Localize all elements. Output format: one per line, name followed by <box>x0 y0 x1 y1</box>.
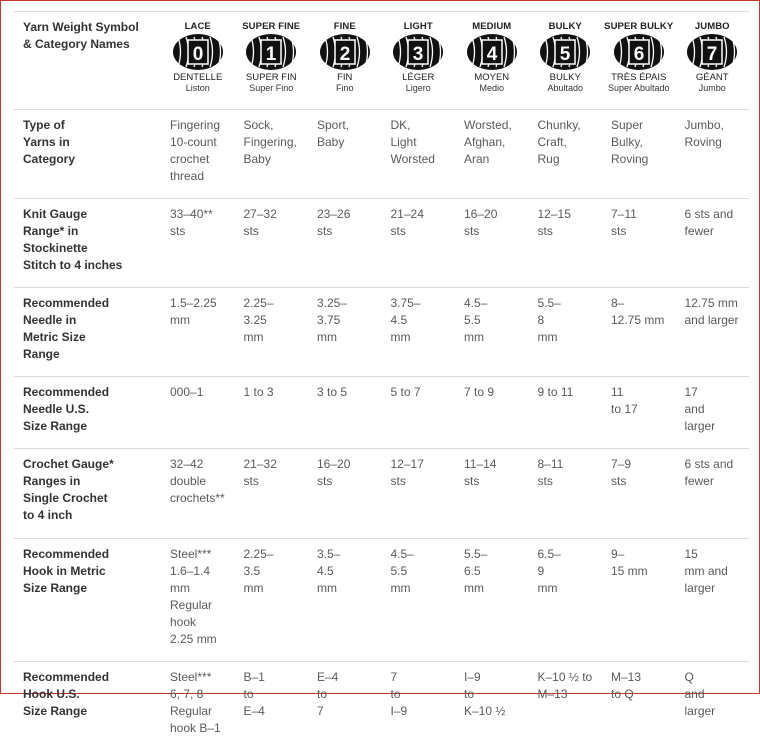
weight-symbol-5 <box>529 12 603 110</box>
table-cell: Jumbo, Roving <box>676 110 750 199</box>
weight-symbol-spanish: Jumbo <box>676 83 750 93</box>
table-row <box>14 288 749 377</box>
row-label: Recommended Hook U.S. Size Range <box>14 662 161 743</box>
row-label: Recommended Needle U.S. Size Range <box>14 377 161 449</box>
table-cell: 11 to 17 <box>602 377 676 449</box>
yarn-skein-icon <box>613 33 665 71</box>
yarn-skein-icon <box>172 33 224 71</box>
yarn-skein-icon <box>319 33 371 71</box>
table-cell: K–10 ½ to M–13 <box>529 662 603 743</box>
weight-symbol-french: MOYEN <box>455 72 529 83</box>
table-cell: 1.5–2.25 mm <box>161 288 235 377</box>
table-cell: I–9 to K–10 ½ <box>455 662 529 743</box>
yarn-skein-icon <box>686 33 738 71</box>
header-title <box>14 12 161 110</box>
table-cell: 11–14 sts <box>455 449 529 539</box>
table-cell: 1 to 3 <box>235 377 309 449</box>
table-cell: 12–17 sts <box>382 449 456 539</box>
weight-symbol-name: LIGHT <box>382 21 456 32</box>
weight-symbol-french: DENTELLE <box>161 72 235 83</box>
weight-symbol-7 <box>676 12 750 110</box>
table-cell: 6 sts and fewer <box>676 449 750 539</box>
weight-number: 7 <box>707 44 718 65</box>
table-cell: 12–15 sts <box>529 199 603 288</box>
table-cell: 5.5– 6.5 mm <box>455 539 529 662</box>
weight-symbol-name: SUPER BULKY <box>602 21 676 32</box>
table-cell: 3 to 5 <box>308 377 382 449</box>
table-cell: 4.5– 5.5 mm <box>382 539 456 662</box>
weight-number: 0 <box>192 44 203 65</box>
table-cell: 17 and larger <box>676 377 750 449</box>
weight-number: 5 <box>560 44 571 65</box>
weight-symbol-french: BULKY <box>529 72 603 83</box>
weight-symbol-4 <box>455 12 529 110</box>
header-row <box>14 12 749 110</box>
table-cell: 16–20 sts <box>308 449 382 539</box>
weight-symbol-6 <box>602 12 676 110</box>
table-cell: 5.5– 8 mm <box>529 288 603 377</box>
table-cell: Steel*** 1.6–1.4 mm Regular hook 2.25 mm <box>161 539 235 662</box>
table-cell: 7 to 9 <box>455 377 529 449</box>
yarn-weight-table <box>14 11 749 743</box>
table-row <box>14 449 749 539</box>
weight-symbol-name: LACE <box>161 21 235 32</box>
table-cell: Sport, Baby <box>308 110 382 199</box>
row-label: Crochet Gauge* Ranges in Single Crochet to 4 inch <box>14 449 161 539</box>
weight-symbol-name: MEDIUM <box>455 21 529 32</box>
table-cell: 9 to 11 <box>529 377 603 449</box>
weight-symbol-spanish: Liston <box>161 83 235 93</box>
table-cell: 2.25– 3.5 mm <box>235 539 309 662</box>
yarn-skein-icon <box>245 33 297 71</box>
table-cell: 23–26 sts <box>308 199 382 288</box>
weight-symbol-french: GÉANT <box>676 72 750 83</box>
table-cell: 5 to 7 <box>382 377 456 449</box>
table-cell: 9– 15 mm <box>602 539 676 662</box>
row-label: Recommended Hook in Metric Size Range <box>14 539 161 662</box>
table-row <box>14 377 749 449</box>
weight-symbol-name: SUPER FINE <box>235 21 309 32</box>
weight-symbol-2 <box>308 12 382 110</box>
weight-symbol-0 <box>161 12 235 110</box>
weight-symbol-french: FIN <box>308 72 382 83</box>
weight-symbol-name: JUMBO <box>676 21 750 32</box>
weight-symbol-name: BULKY <box>529 21 603 32</box>
weight-number: 4 <box>486 44 497 65</box>
weight-symbol-french: LÉGER <box>382 72 456 83</box>
table-cell: 8– 12.75 mm <box>602 288 676 377</box>
table-cell: 27–32 sts <box>235 199 309 288</box>
table-cell: M–13 to Q <box>602 662 676 743</box>
table-cell: 3.25– 3.75 mm <box>308 288 382 377</box>
weight-symbol-spanish: Super Abultado <box>602 83 676 93</box>
row-label: Knit Gauge Range* in Stockinette Stitch to 4 inches <box>14 199 161 288</box>
table-cell: 6.5– 9 mm <box>529 539 603 662</box>
table-cell: 4.5– 5.5 mm <box>455 288 529 377</box>
yarn-skein-icon <box>539 33 591 71</box>
table-cell: Super Bulky, Roving <box>602 110 676 199</box>
table-cell: 7–9 sts <box>602 449 676 539</box>
weight-symbol-name: FINE <box>308 21 382 32</box>
table-cell: 16–20 sts <box>455 199 529 288</box>
header-title-line2: & Category Names <box>23 36 155 53</box>
table-cell: 21–24 sts <box>382 199 456 288</box>
weight-number: 2 <box>339 44 350 65</box>
weight-symbol-spanish: Medio <box>455 83 529 93</box>
weight-symbol-french: SUPER FIN <box>235 72 309 83</box>
table-cell: 3.5– 4.5 mm <box>308 539 382 662</box>
weight-number: 6 <box>633 44 644 65</box>
table-cell: 8–11 sts <box>529 449 603 539</box>
weight-symbol-spanish: Super Fino <box>235 83 309 93</box>
table-cell: 7–11 sts <box>602 199 676 288</box>
weight-symbol-1 <box>235 12 309 110</box>
weight-symbol-spanish: Ligero <box>382 83 456 93</box>
table-cell: Worsted, Afghan, Aran <box>455 110 529 199</box>
table-cell: Fingering 10-count crochet thread <box>161 110 235 199</box>
table-cell: 15 mm and larger <box>676 539 750 662</box>
weight-number: 1 <box>266 44 277 65</box>
table-cell: B–1 to E–4 <box>235 662 309 743</box>
table-cell: 7 to I–9 <box>382 662 456 743</box>
weight-symbol-french: TRÈS ÉPAIS <box>602 72 676 83</box>
table-cell: 32–42 double crochets** <box>161 449 235 539</box>
table-cell: 12.75 mm and larger <box>676 288 750 377</box>
table-cell: Q and larger <box>676 662 750 743</box>
table-cell: Sock, Fingering, Baby <box>235 110 309 199</box>
table-cell: DK, Light Worsted <box>382 110 456 199</box>
table-cell: 33–40** sts <box>161 199 235 288</box>
weight-symbol-spanish: Abultado <box>529 83 603 93</box>
table-cell: 21–32 sts <box>235 449 309 539</box>
row-label: Type of Yarns in Category <box>14 110 161 199</box>
table-cell: E–4 to 7 <box>308 662 382 743</box>
weight-symbol-3 <box>382 12 456 110</box>
table-cell: 000–1 <box>161 377 235 449</box>
table-row <box>14 199 749 288</box>
table-cell: 6 sts and fewer <box>676 199 750 288</box>
table-cell: Chunky, Craft, Rug <box>529 110 603 199</box>
yarn-skein-icon <box>392 33 444 71</box>
yarn-skein-icon <box>466 33 518 71</box>
header-title-line1: Yarn Weight Symbol <box>23 19 155 36</box>
table-cell: Steel*** 6, 7, 8 Regular hook B–1 <box>161 662 235 743</box>
table-row <box>14 662 749 743</box>
weight-number: 3 <box>413 44 424 65</box>
table-row <box>14 539 749 662</box>
table-row <box>14 110 749 199</box>
table-cell: 3.75– 4.5 mm <box>382 288 456 377</box>
row-label: Recommended Needle in Metric Size Range <box>14 288 161 377</box>
weight-symbol-spanish: Fino <box>308 83 382 93</box>
table-cell: 2.25– 3.25 mm <box>235 288 309 377</box>
